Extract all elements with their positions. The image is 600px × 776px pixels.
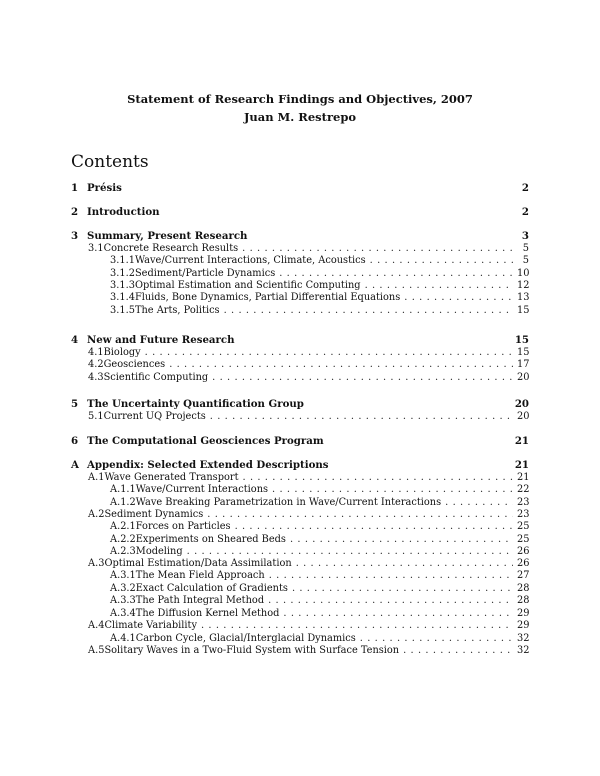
toc-entry-title: Présis — [87, 182, 122, 194]
toc-entry[interactable] — [88, 620, 529, 632]
toc-entry-page: 32 — [517, 645, 530, 656]
toc-entry-number: A.3.3 — [110, 595, 136, 606]
toc-entry-page: 17 — [517, 359, 530, 370]
toc-entry-page: 21 — [514, 459, 529, 471]
toc-entry-page: 25 — [517, 534, 530, 545]
toc-entry-number: 2 — [71, 206, 79, 218]
toc-entry[interactable] — [88, 558, 529, 570]
toc-entry-title: The Path Integral Method — [135, 595, 265, 606]
toc-entry-page: 3 — [521, 230, 529, 242]
toc-entry-title: Concrete Research Results — [103, 243, 239, 254]
toc-entry[interactable] — [88, 359, 529, 371]
toc-entry-number: A.1.2 — [110, 497, 136, 508]
toc-leader-dots — [370, 255, 513, 267]
toc-entry-number: 5.1 — [88, 411, 104, 422]
toc-leader-dots — [201, 620, 513, 632]
toc-entry[interactable] — [110, 583, 529, 595]
toc-entry[interactable] — [71, 230, 529, 242]
toc-entry[interactable] — [88, 411, 529, 423]
contents-heading: Contents — [71, 152, 149, 172]
toc-entry-title: Wave/Current Interactions, Climate, Acoustics — [134, 255, 366, 266]
toc-entry-number: A.2.3 — [110, 546, 136, 557]
toc-entry-title: Summary, Present Research — [87, 230, 248, 242]
toc-entry-title: Carbon Cycle, Glacial/Interglacial Dynamics — [135, 633, 356, 644]
toc-entry[interactable] — [110, 497, 529, 509]
toc-entry[interactable] — [110, 255, 529, 267]
toc-entry[interactable] — [88, 243, 529, 255]
toc-leader-dots — [212, 372, 513, 384]
toc-entry-title: Wave Breaking Parametrization in Wave/Current Interactions — [135, 497, 442, 508]
toc-entry-page: 20 — [514, 398, 529, 410]
toc-leader-dots — [272, 484, 513, 496]
toc-entry-title: Exact Calculation of Gradients — [135, 583, 288, 594]
toc-entry-page: 20 — [517, 372, 530, 383]
toc-entry-number: A.1.1 — [110, 484, 136, 495]
document-title: Statement of Research Findings and Objectives, 2007 — [127, 92, 473, 106]
toc-entry-page: 5 — [522, 255, 529, 266]
toc-entry-title: New and Future Research — [87, 334, 235, 346]
toc-leader-dots — [360, 633, 513, 645]
toc-entry-title: Climate Variability — [104, 620, 197, 631]
toc-leader-dots — [169, 359, 513, 371]
toc-entry-number: A.4 — [88, 620, 105, 631]
toc-entry-number: 3.1.4 — [110, 292, 135, 303]
toc-entry-page: 15 — [517, 305, 530, 316]
toc-entry-page: 26 — [517, 558, 530, 569]
toc-leader-dots — [187, 546, 513, 558]
toc-leader-dots — [404, 292, 513, 304]
toc-entry-page: 28 — [517, 595, 530, 606]
toc-entry-number: A.3.2 — [110, 583, 136, 594]
toc-entry[interactable] — [88, 645, 529, 657]
toc-entry-number: A.2 — [88, 509, 105, 520]
toc-entry[interactable] — [110, 292, 529, 304]
toc-leader-dots — [235, 521, 513, 533]
toc-entry-title: The Arts, Politics — [134, 305, 220, 316]
toc-leader-dots — [279, 268, 513, 280]
toc-leader-dots — [268, 595, 513, 607]
toc-entry-title: Optimal Estimation/Data Assimilation — [104, 558, 292, 569]
toc-entry-title: Introduction — [87, 206, 160, 218]
toc-entry-number: A.2.1 — [110, 521, 136, 532]
toc-leader-dots — [365, 280, 513, 292]
toc-entry[interactable] — [88, 509, 529, 521]
toc-leader-dots — [296, 558, 513, 570]
toc-entry-title: Wave/Current Interactions — [135, 484, 269, 495]
toc-entry-title: Scientific Computing — [103, 372, 209, 383]
toc-entry[interactable] — [110, 534, 529, 546]
toc-entry-number: 1 — [71, 182, 79, 194]
toc-entry-number: 3.1 — [88, 243, 104, 254]
toc-entry-number: A.5 — [88, 645, 105, 656]
toc-entry-page: 12 — [517, 280, 530, 291]
toc-entry-title: Biology — [103, 347, 141, 358]
toc-leader-dots — [290, 534, 513, 546]
toc-entry[interactable] — [88, 347, 529, 359]
toc-leader-dots — [224, 305, 513, 317]
toc-entry[interactable] — [71, 182, 529, 194]
toc-entry-title: Wave Generated Transport — [104, 472, 239, 483]
toc-entry-title: Experiments on Sheared Beds — [135, 534, 286, 545]
toc-leader-dots — [210, 411, 513, 423]
toc-entry[interactable] — [110, 484, 529, 496]
toc-entry[interactable] — [110, 305, 529, 317]
toc-leader-dots — [207, 509, 513, 521]
toc-entry-number: 6 — [71, 435, 79, 447]
toc-entry-page: 28 — [517, 583, 530, 594]
toc-entry-title: The Uncertainty Quantification Group — [87, 398, 304, 410]
toc-leader-dots — [283, 608, 513, 620]
toc-entry[interactable] — [110, 280, 529, 292]
toc-entry-number: 4 — [71, 334, 79, 346]
toc-entry-number: A.1 — [88, 472, 105, 483]
toc-entry-number: A.2.2 — [110, 534, 136, 545]
toc-entry-number: 4.2 — [88, 359, 104, 370]
toc-entry-title: Optimal Estimation and Scientific Computing — [134, 280, 361, 291]
toc-entry-page: 2 — [521, 182, 529, 194]
toc-entry[interactable] — [71, 459, 529, 471]
toc-entry[interactable] — [110, 521, 529, 533]
toc-entry-number: 3.1.5 — [110, 305, 135, 316]
toc-entry[interactable] — [71, 435, 529, 447]
toc-entry-title: Modeling — [135, 546, 183, 557]
toc-leader-dots — [242, 243, 513, 255]
toc-entry-title: Sediment/Particle Dynamics — [134, 268, 276, 279]
toc-leader-dots — [243, 472, 513, 484]
toc-entry-page: 21 — [514, 435, 529, 447]
toc-entry-number: 5 — [71, 398, 79, 410]
toc-entry-page: 5 — [522, 243, 529, 254]
toc-leader-dots — [269, 570, 513, 582]
toc-entry-title: The Diffusion Kernel Method — [135, 608, 280, 619]
toc-entry-number: A.3.4 — [110, 608, 136, 619]
toc-entry-title: The Mean Field Approach — [135, 570, 265, 581]
toc-leader-dots — [403, 645, 513, 657]
toc-entry-title: Appendix: Selected Extended Descriptions — [87, 459, 329, 471]
toc-entry[interactable] — [71, 398, 529, 410]
toc-entry-page: 22 — [517, 484, 530, 495]
toc-entry-page: 27 — [517, 570, 530, 581]
toc-entry[interactable] — [110, 268, 529, 280]
toc-entry-number: A.3 — [88, 558, 105, 569]
toc-entry[interactable] — [110, 595, 529, 607]
toc-entry[interactable] — [71, 206, 529, 218]
toc-entry-page: 25 — [517, 521, 530, 532]
toc-entry-number: 3 — [71, 230, 79, 242]
toc-entry-page: 15 — [517, 347, 530, 358]
toc-entry[interactable] — [88, 372, 529, 384]
toc-entry-title: Forces on Particles — [135, 521, 231, 532]
toc-entry-number: 3.1.2 — [110, 268, 135, 279]
toc-entry-page: 2 — [521, 206, 529, 218]
toc-entry-page: 23 — [517, 509, 530, 520]
toc-leader-dots — [292, 583, 513, 595]
toc-entry-number: 4.1 — [88, 347, 104, 358]
toc-entry-page: 26 — [517, 546, 530, 557]
toc-leader-dots — [445, 497, 513, 509]
toc-entry[interactable] — [110, 633, 529, 645]
toc-entry-page: 21 — [517, 472, 530, 483]
toc-entry-number: A.3.1 — [110, 570, 136, 581]
toc-entry-page: 13 — [517, 292, 530, 303]
toc-entry-page: 20 — [517, 411, 530, 422]
toc-entry[interactable] — [110, 546, 529, 558]
document-author: Juan M. Restrepo — [243, 110, 357, 124]
toc-entry-page: 29 — [517, 608, 530, 619]
toc-entry-page: 10 — [517, 268, 530, 279]
toc-entry[interactable] — [71, 334, 529, 346]
toc-entry-number: 3.1.1 — [110, 255, 135, 266]
toc-entry-title: Current UQ Projects — [103, 411, 206, 422]
toc-entry-page: 23 — [517, 497, 530, 508]
toc-entry-page: 15 — [514, 334, 529, 346]
toc-entry-number: 3.1.3 — [110, 280, 135, 291]
toc-entry[interactable] — [110, 608, 529, 620]
toc-entry-title: Fluids, Bone Dynamics, Partial Differential Equations — [134, 292, 401, 303]
toc-entry-page: 32 — [517, 633, 530, 644]
toc-entry-title: Sediment Dynamics — [104, 509, 204, 520]
toc-entry[interactable] — [88, 472, 529, 484]
toc-entry-number: A.4.1 — [110, 633, 136, 644]
toc-entry-title: The Computational Geosciences Program — [87, 435, 324, 447]
toc-entry-page: 29 — [517, 620, 530, 631]
toc-entry-title: Solitary Waves in a Two-Fluid System with Surface Tension — [104, 645, 400, 656]
toc-leader-dots — [145, 347, 513, 359]
toc-entry[interactable] — [110, 570, 529, 582]
toc-entry-number: 4.3 — [88, 372, 104, 383]
toc-entry-title: Geosciences — [103, 359, 166, 370]
toc-entry-number: A — [71, 459, 79, 471]
